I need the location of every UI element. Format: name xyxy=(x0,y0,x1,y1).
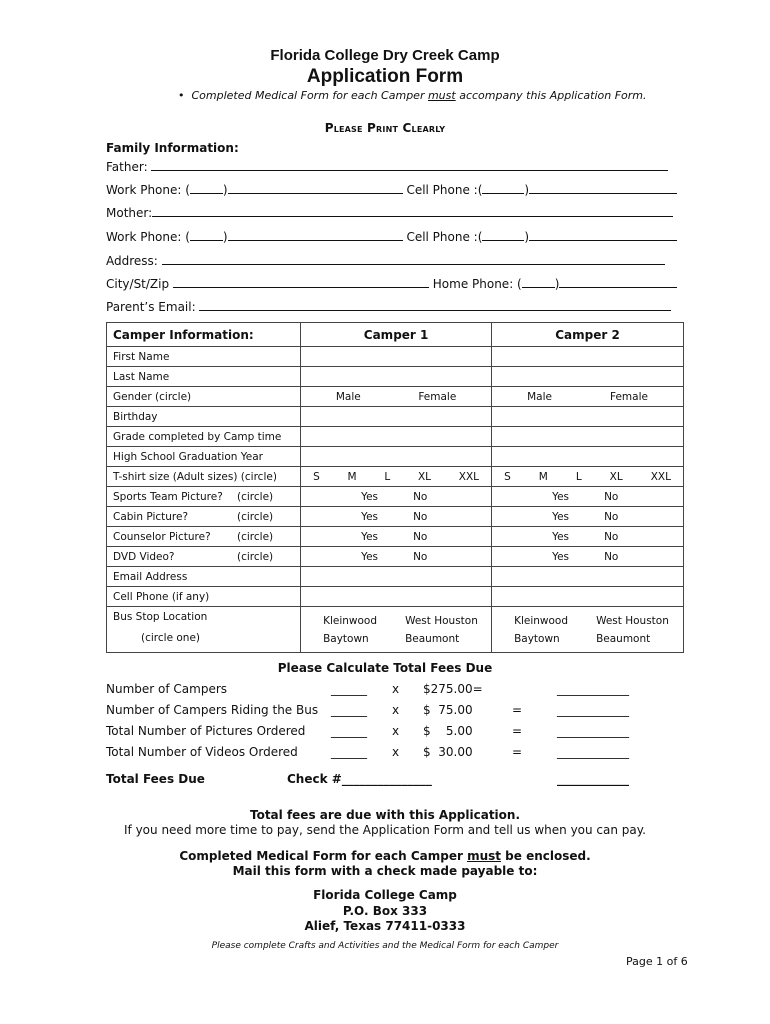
camper-1-first-name[interactable] xyxy=(301,347,492,367)
camper-2-bus-stop xyxy=(492,607,684,653)
camper-1-cabin-no[interactable]: No xyxy=(413,510,428,523)
camper-2-size-l[interactable]: L xyxy=(575,470,582,483)
fee-x-bus: x xyxy=(392,703,400,717)
camper-2-last-name[interactable] xyxy=(492,367,684,387)
table-row xyxy=(107,407,684,427)
fee-blank-videos[interactable]: ______ xyxy=(331,745,367,759)
camper-1-size-xl[interactable]: XL xyxy=(417,470,432,483)
check-number-field[interactable]: Check #_______________ xyxy=(287,772,432,786)
camper-1-counselor-yes[interactable]: Yes xyxy=(361,530,379,543)
camper-1-cabin xyxy=(301,507,492,527)
camper-2-header: Camper 2 xyxy=(492,323,684,347)
father-phone-row: Work Phone: ( ) Cell Phone :( ) xyxy=(106,183,677,197)
city-st-zip-field[interactable] xyxy=(173,277,429,288)
camper-1-cell[interactable] xyxy=(301,587,492,607)
counselor-label: Counselor Picture? (circle) xyxy=(107,527,301,547)
gender-label: Gender (circle) xyxy=(107,387,301,407)
address-field[interactable] xyxy=(162,254,665,265)
camper-1-tshirt xyxy=(301,467,492,487)
father-work-area-code[interactable] xyxy=(190,183,223,194)
fees-title: Please Calculate Total Fees Due xyxy=(277,661,493,675)
camper-1-size-m[interactable]: M xyxy=(347,470,357,483)
fees-due-note: Total fees are due with this Application. xyxy=(249,808,521,822)
table-row xyxy=(107,387,684,407)
total-fees-field[interactable]: ____________ xyxy=(557,772,629,786)
mail-address-line-3: Alief, Texas 77411-0333 xyxy=(304,919,466,933)
fee-result-pictures[interactable]: ____________ xyxy=(557,724,629,738)
fee-label-videos: Total Number of Videos Ordered xyxy=(106,745,298,759)
email-label: Email Address xyxy=(107,567,301,587)
home-area-code[interactable] xyxy=(522,277,555,288)
camper-2-bus-west-houston[interactable]: West Houston xyxy=(596,614,669,627)
camper-2-cabin xyxy=(492,507,684,527)
print-clearly: Please Print Clearly xyxy=(324,121,446,135)
camper-1-bus-baytown[interactable]: Baytown xyxy=(323,632,369,645)
mother-phone-row: Work Phone: ( ) Cell Phone :( ) xyxy=(106,230,677,244)
camper-2-hs-grad[interactable] xyxy=(492,447,684,467)
last-name-label: Last Name xyxy=(107,367,301,387)
hs-grad-label: High School Graduation Year xyxy=(107,447,301,467)
camper-1-header: Camper 1 xyxy=(301,323,492,347)
fee-x-videos: x xyxy=(392,745,400,759)
camper-1-female-option[interactable]: Female xyxy=(418,390,457,403)
camper-2-cell[interactable] xyxy=(492,587,684,607)
camper-2-size-xxl[interactable]: XXL xyxy=(650,470,671,483)
table-row xyxy=(107,467,684,487)
camper-1-dvd xyxy=(301,547,492,567)
table-row xyxy=(107,487,684,507)
dvd-label: DVD Video? (circle) xyxy=(107,547,301,567)
camper-2-first-name[interactable] xyxy=(492,347,684,367)
email-row: Parent’s Email: xyxy=(106,300,671,314)
table-row xyxy=(107,547,684,567)
camper-2-counselor-yes[interactable]: Yes xyxy=(552,530,570,543)
table-row xyxy=(107,527,684,547)
camper-1-dvd-no[interactable]: No xyxy=(413,550,428,563)
camper-2-gender xyxy=(492,387,684,407)
camper-1-bus-stop xyxy=(301,607,492,653)
bus-stop-label: Bus Stop Location (circle one) xyxy=(107,607,301,653)
camper-2-cabin-yes[interactable]: Yes xyxy=(552,510,570,523)
sports-label: Sports Team Picture? (circle) xyxy=(107,487,301,507)
fee-eq-pictures: = xyxy=(512,724,523,738)
table-row xyxy=(107,507,684,527)
camper-1-cabin-yes[interactable]: Yes xyxy=(361,510,379,523)
footnote: Please complete Crafts and Activities and the Medical Form for each Camper xyxy=(211,941,559,951)
camper-1-gender xyxy=(301,387,492,407)
camper-2-bus-baytown[interactable]: Baytown xyxy=(514,632,560,645)
camper-2-sports xyxy=(492,487,684,507)
mother-work-area-code[interactable] xyxy=(190,230,223,241)
table-row xyxy=(107,607,684,653)
camper-1-sports xyxy=(301,487,492,507)
father-row: Father: xyxy=(106,160,668,174)
mother-cell-area-code[interactable] xyxy=(482,230,524,241)
mail-address-line-2: P.O. Box 333 xyxy=(342,904,428,918)
first-name-label: First Name xyxy=(107,347,301,367)
camper-2-grade[interactable] xyxy=(492,427,684,447)
fee-label-pictures: Total Number of Pictures Ordered xyxy=(106,724,306,738)
mother-cell-phone-field[interactable] xyxy=(529,230,677,241)
more-time-note: If you need more time to pay, send the Application Form and tell us when you can pay. xyxy=(124,823,646,837)
camper-1-email[interactable] xyxy=(301,567,492,587)
bullet-icon: • xyxy=(178,89,192,102)
camper-2-email[interactable] xyxy=(492,567,684,587)
camper-2-size-s[interactable]: S xyxy=(504,470,511,483)
father-cell-phone-field[interactable] xyxy=(529,183,677,194)
fee-price-videos: $ 30.00 xyxy=(423,745,473,759)
fee-result-bus[interactable]: ____________ xyxy=(557,703,629,717)
fee-price-pictures: $ 5.00 xyxy=(423,724,473,738)
fee-label-campers: Number of Campers xyxy=(106,682,228,696)
medical-note: • Completed Medical Form for each Camper must accompany this Application Form. xyxy=(178,89,647,102)
fee-eq-bus: = xyxy=(512,703,523,717)
camper-1-size-l[interactable]: L xyxy=(384,470,391,483)
camper-1-bus-kleinwood[interactable]: Kleinwood xyxy=(323,614,378,627)
table-row xyxy=(107,427,684,447)
camper-1-bus-beaumont[interactable]: Beaumont xyxy=(405,632,460,645)
org-name: Florida College Dry Creek Camp xyxy=(270,47,500,64)
fee-blank-campers[interactable]: ______ xyxy=(331,682,367,696)
total-fees-label: Total Fees Due xyxy=(106,772,205,786)
mail-address-line-1: Florida College Camp xyxy=(313,888,457,902)
fee-price-bus: $ 75.00 xyxy=(423,703,473,717)
camper-1-male-option[interactable]: Male xyxy=(335,390,361,403)
father-field[interactable] xyxy=(151,160,668,171)
fee-price-campers: $275.00= xyxy=(423,682,483,696)
medical-enclosed-note: Completed Medical Form for each Camper must be enclosed. xyxy=(179,849,591,863)
family-info-heading: Family Information: xyxy=(106,141,239,155)
camper-1-dvd-yes[interactable]: Yes xyxy=(361,550,379,563)
form-title: Application Form xyxy=(306,66,464,87)
camper-2-dvd-yes[interactable]: Yes xyxy=(552,550,570,563)
camper-1-sports-yes[interactable]: Yes xyxy=(361,490,379,503)
camper-1-counselor-no[interactable]: No xyxy=(413,530,428,543)
table-row xyxy=(107,587,684,607)
address-row: Address: xyxy=(106,254,665,268)
camper-2-bus-beaumont[interactable]: Beaumont xyxy=(596,632,651,645)
mail-note: Mail this form with a check made payable to: xyxy=(232,864,538,878)
fee-x-campers: x xyxy=(392,682,400,696)
fee-blank-bus[interactable]: ______ xyxy=(331,703,367,717)
fee-blank-pictures[interactable]: ______ xyxy=(331,724,367,738)
camper-2-cabin-no[interactable]: No xyxy=(604,510,619,523)
camper-2-sports-no[interactable]: No xyxy=(604,490,619,503)
father-cell-area-code[interactable] xyxy=(482,183,524,194)
city-row: City/St/Zip Home Phone: ( ) xyxy=(106,277,677,291)
table-row xyxy=(107,447,684,467)
camper-info-header: Camper Information: xyxy=(107,323,301,347)
table-header-row xyxy=(107,323,684,347)
mother-row: Mother: xyxy=(106,206,673,220)
fee-eq-videos: = xyxy=(512,745,523,759)
parent-email-field[interactable] xyxy=(199,300,671,311)
camper-info-table xyxy=(106,322,684,653)
table-row xyxy=(107,367,684,387)
father-work-phone-field[interactable] xyxy=(228,183,403,194)
camper-1-bus-west-houston[interactable]: West Houston xyxy=(405,614,478,627)
cabin-label: Cabin Picture? (circle) xyxy=(107,507,301,527)
home-phone-field[interactable] xyxy=(559,277,677,288)
camper-2-dvd-no[interactable]: No xyxy=(604,550,619,563)
camper-1-size-xxl[interactable]: XXL xyxy=(458,470,480,483)
fee-label-bus: Number of Campers Riding the Bus xyxy=(106,703,319,717)
cell-label: Cell Phone (if any) xyxy=(107,587,301,607)
camper-1-grade[interactable] xyxy=(301,427,492,447)
camper-1-size-s[interactable]: S xyxy=(313,470,320,483)
mother-work-phone-field[interactable] xyxy=(228,230,403,241)
table-row xyxy=(107,567,684,587)
camper-2-female-option[interactable]: Female xyxy=(610,390,648,403)
fee-result-videos[interactable]: ____________ xyxy=(557,745,629,759)
camper-2-birthday[interactable] xyxy=(492,407,684,427)
camper-2-tshirt xyxy=(492,467,684,487)
tshirt-label: T-shirt size (Adult sizes) (circle) xyxy=(107,467,301,487)
birthday-label: Birthday xyxy=(107,407,301,427)
fee-result-campers[interactable]: ____________ xyxy=(557,682,629,696)
mother-field[interactable] xyxy=(152,206,673,217)
page-number: Page 1 of 6 xyxy=(626,955,688,968)
camper-2-male-option[interactable]: Male xyxy=(527,390,552,403)
camper-2-size-xl[interactable]: XL xyxy=(609,470,623,483)
grade-label: Grade completed by Camp time xyxy=(107,427,301,447)
camper-1-hs-grad[interactable] xyxy=(301,447,492,467)
camper-2-size-m[interactable]: M xyxy=(538,470,548,483)
camper-2-sports-yes[interactable]: Yes xyxy=(552,490,570,503)
camper-1-birthday[interactable] xyxy=(301,407,492,427)
camper-2-counselor xyxy=(492,527,684,547)
camper-2-counselor-no[interactable]: No xyxy=(604,530,619,543)
camper-2-dvd xyxy=(492,547,684,567)
table-row xyxy=(107,347,684,367)
camper-1-sports-no[interactable]: No xyxy=(413,490,428,503)
camper-1-counselor xyxy=(301,527,492,547)
camper-1-last-name[interactable] xyxy=(301,367,492,387)
camper-2-bus-kleinwood[interactable]: Kleinwood xyxy=(514,614,569,627)
fee-x-pictures: x xyxy=(392,724,400,738)
